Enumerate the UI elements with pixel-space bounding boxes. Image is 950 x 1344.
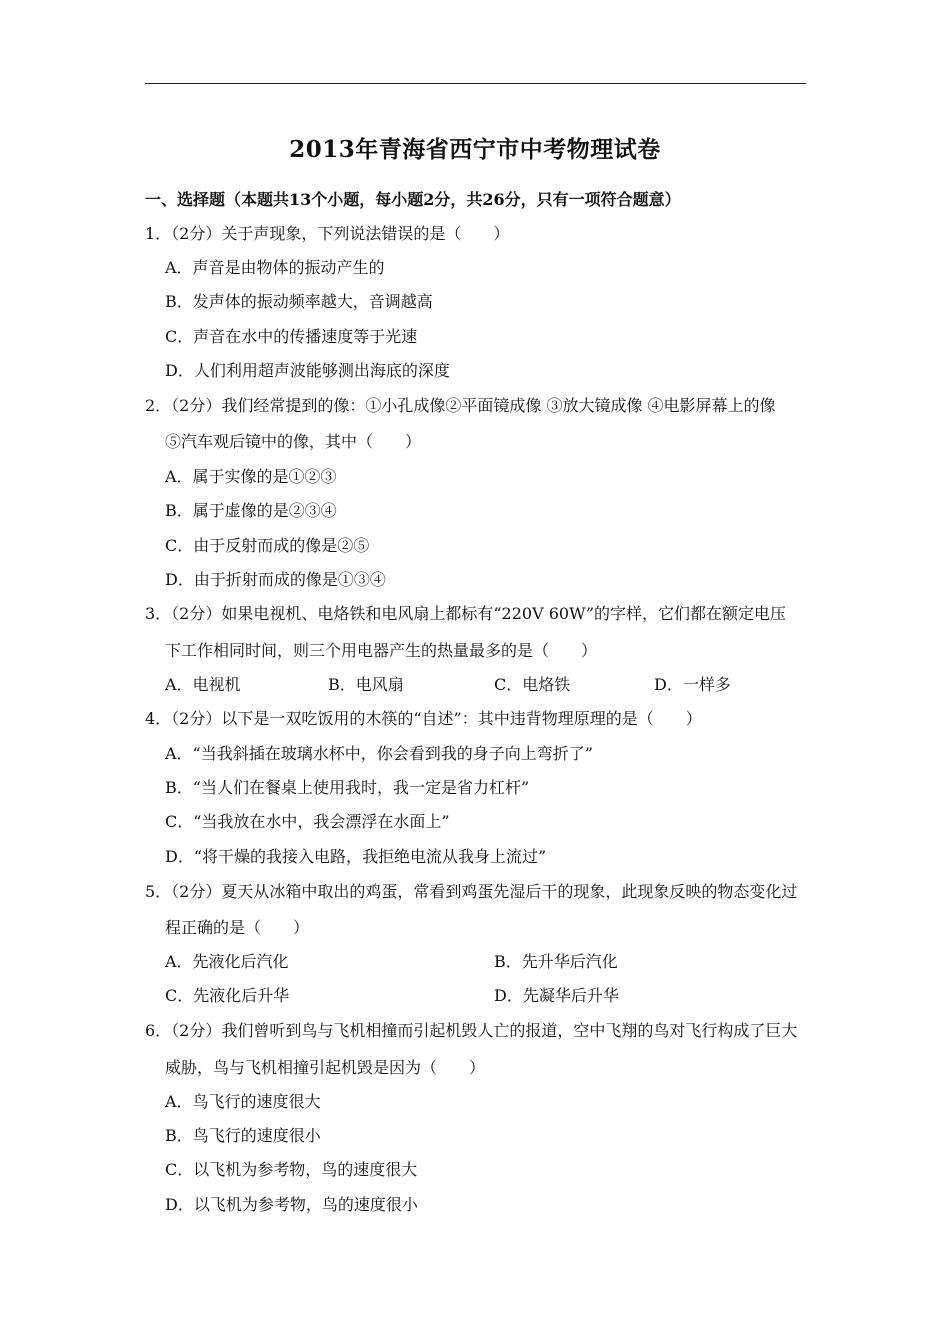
q2-option-c: C．由于反射而成的像是②⑤: [165, 536, 370, 555]
q5-option-d: D．先凝华后升华: [494, 986, 619, 1005]
q2-stem-line2: ⑤汽车观后镜中的像，其中（ ）: [165, 432, 422, 451]
q6-option-b: B．鸟飞行的速度很小: [165, 1126, 321, 1145]
q2-stem-line1: 2．（2分）我们经常提到的像：①小孔成像②平面镜成像 ③放大镜成像 ④电影屏幕上的像: [145, 396, 776, 415]
q4-option-c: C．“当我放在水中，我会漂浮在水面上”: [165, 812, 450, 831]
q5-option-a: A．先液化后汽化: [165, 952, 289, 971]
q2-option-a: A．属于实像的是①②③: [165, 467, 337, 486]
header-rule: [145, 83, 806, 84]
q5-option-c: C．先液化后升华: [165, 986, 290, 1005]
q3-option-d: D．一样多: [654, 675, 731, 694]
section-heading: 一、选择题（本题共13个小题，每小题2分，共26分，只有一项符合题意）: [145, 190, 681, 209]
q4-stem: 4．（2分）以下是一双吃饭用的木筷的“自述”：其中违背物理原理的是（ ）: [145, 709, 702, 728]
q1-option-d: D．人们利用超声波能够测出海底的深度: [165, 361, 450, 380]
q5-stem-line2: 程正确的是（ ）: [165, 918, 310, 937]
q3-option-c: C．电烙铁: [494, 675, 571, 694]
q1-option-a: A．声音是由物体的振动产生的: [165, 258, 385, 277]
q6-stem-line1: 6．（2分）我们曾听到鸟与飞机相撞而引起机毁人亡的报道，空中飞翔的鸟对飞行构成了巨大: [145, 1021, 798, 1040]
q3-option-a: A．电视机: [165, 675, 241, 694]
q3-stem-line1: 3．（2分）如果电视机、电烙铁和电风扇上都标有“220V 60W”的字样，它们都在额定电压: [145, 604, 787, 623]
q1-stem: 1．（2分）关于声现象，下列说法错误的是（ ）: [145, 224, 510, 243]
q2-option-d: D．由于折射而成的像是①③④: [165, 570, 386, 589]
q6-option-d: D．以飞机为参考物，鸟的速度很小: [165, 1195, 418, 1214]
q5-option-b: B．先升华后汽化: [494, 952, 618, 971]
q6-option-c: C．以飞机为参考物，鸟的速度很大: [165, 1160, 418, 1179]
q1-option-b: B．发声体的振动频率越大，音调越高: [165, 292, 433, 311]
q4-option-b: B．“当人们在餐桌上使用我时，我一定是省力杠杆”: [165, 778, 530, 797]
q6-stem-line2: 威胁，鸟与飞机相撞引起机毁是因为（ ）: [165, 1058, 486, 1077]
q4-option-a: A．“当我斜插在玻璃水杯中，你会看到我的身子向上弯折了”: [165, 744, 593, 763]
q2-option-b: B．属于虚像的是②③④: [165, 501, 337, 520]
q1-option-c: C．声音在水中的传播速度等于光速: [165, 327, 418, 346]
q3-option-b: B．电风扇: [328, 675, 404, 694]
q6-option-a: A．鸟飞行的速度很大: [165, 1092, 321, 1111]
page-title: 2013年青海省西宁市中考物理试卷: [289, 136, 661, 163]
q5-stem-line1: 5．（2分）夏天从冰箱中取出的鸡蛋，常看到鸡蛋先湿后干的现象，此现象反映的物态变化过: [145, 882, 798, 901]
q4-option-d: D．“将干燥的我接入电路，我拒绝电流从我身上流过”: [165, 847, 547, 866]
q3-stem-line2: 下工作相同时间，则三个用电器产生的热量最多的是（ ）: [165, 641, 598, 660]
